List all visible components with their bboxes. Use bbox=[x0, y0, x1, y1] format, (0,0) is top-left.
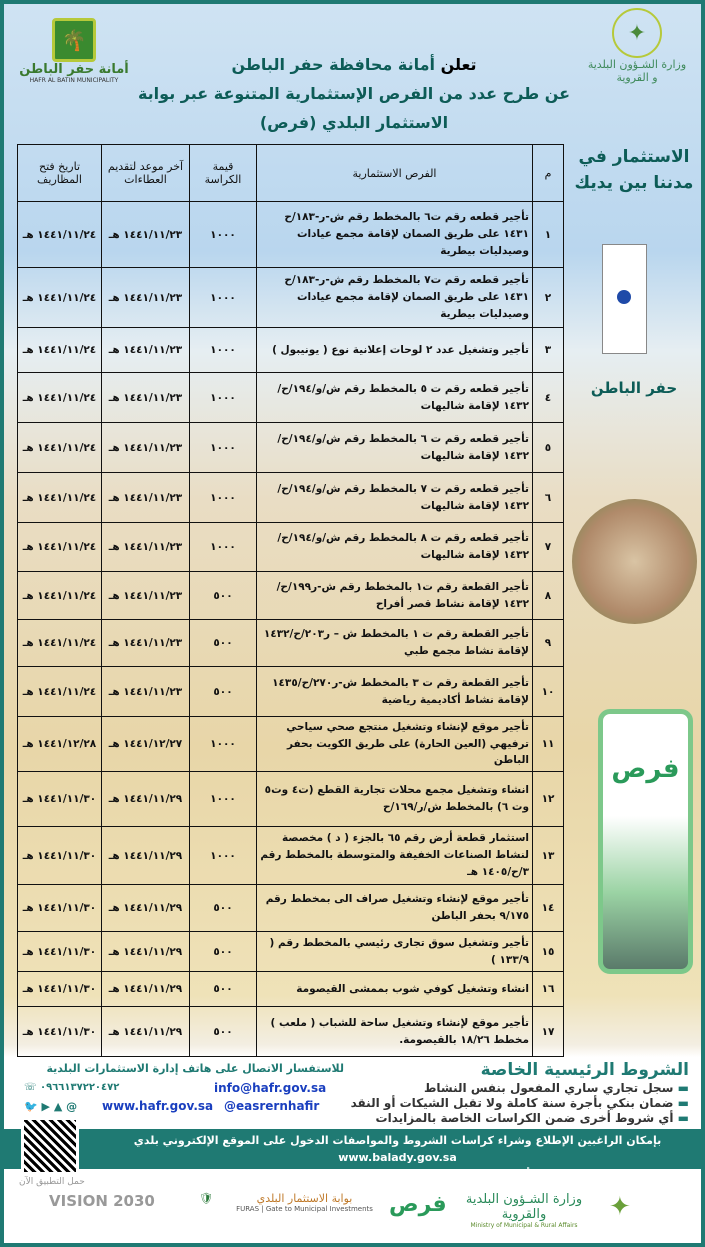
slogan bbox=[569, 144, 699, 196]
email-link[interactable]: info@hafr.gov.sa bbox=[214, 1081, 327, 1095]
advertisement bbox=[4, 4, 701, 1243]
booklet-price: ٥٠٠ bbox=[190, 572, 257, 620]
envelope-opening-date: ١٤٤١/١١/٣٠ هـ bbox=[18, 827, 102, 885]
row-number: ١٥ bbox=[533, 932, 564, 972]
portal-ar: بوابة الاستثمار البلدي bbox=[256, 1192, 353, 1205]
row-number: ١٠ bbox=[533, 667, 564, 717]
small-municipality-logo: 🛡 bbox=[199, 1192, 213, 1205]
lower-section bbox=[4, 1059, 701, 1243]
envelope-opening-date: ١٤٤١/١١/٢٤ هـ bbox=[18, 328, 102, 373]
envelope-opening-date: ١٤٤١/١١/٣٠ هـ bbox=[18, 885, 102, 932]
emblem-icon: ✦ bbox=[612, 8, 662, 58]
municipality-name: أمانة حفر الباطن bbox=[19, 62, 129, 77]
envelope-opening-date: ١٤٤١/١١/٢٤ هـ bbox=[18, 572, 102, 620]
opportunity-description: تأجير موقع لإنشاء وتشغيل ساحة للشباب ( ملعب ) مخطط ١٨/٢٦ بالقيصومة. bbox=[257, 1007, 533, 1057]
opportunity-description: تأجير القطعة رقم ت ٣ بالمخطط ش-ر٢٧٠/ح/١٤٣٥ لإقامة نشاط أكاديمية رياضية bbox=[257, 667, 533, 717]
slogan-line1: الاستثمار في bbox=[578, 147, 690, 167]
furas-footer-logo: فرص bbox=[389, 1192, 447, 1217]
row-number: ٦ bbox=[533, 473, 564, 523]
envelope-opening-date: ١٤٤١/١١/٢٤ هـ bbox=[18, 373, 102, 423]
headline-line1 bbox=[136, 50, 572, 79]
col-number: م bbox=[533, 145, 564, 202]
phone-text: ٠٩٦٦١٣٧٢٢٠٤٧٢ bbox=[40, 1082, 120, 1093]
term-item: ▬ أي شروط أخرى ضمن الكراسات الخاصة بالمزايدات bbox=[359, 1111, 689, 1126]
submission-deadline: ١٤٤١/١٢/٢٧ هـ bbox=[102, 717, 190, 772]
headline-main: أمانة محافظة حفر الباطن bbox=[231, 55, 435, 74]
envelope-opening-date: ١٤٤١/١١/٣٠ هـ bbox=[18, 932, 102, 972]
col-opening: تاريخ فتح المظاريف bbox=[18, 145, 102, 202]
opportunities-table bbox=[17, 144, 564, 1057]
booklet-price: ٥٠٠ bbox=[190, 932, 257, 972]
qr-code[interactable] bbox=[21, 1117, 79, 1175]
opportunity-description: تأجير القطعة رقم ت١ بالمخطط رقم ش-ر١٩٩/ح/١٤٣٢ لإقامة نشاط قصر أفراح bbox=[257, 572, 533, 620]
envelope-opening-date: ١٤٤١/١١/٢٤ هـ bbox=[18, 620, 102, 667]
headline bbox=[136, 50, 572, 137]
row-number: ٣ bbox=[533, 328, 564, 373]
booklet-price: ١٠٠٠ bbox=[190, 423, 257, 473]
social-icons[interactable]: 🐦 ▶ ▲ @ bbox=[24, 1100, 78, 1113]
vision-2030-logo: VISION 2030 bbox=[49, 1192, 155, 1210]
envelope-opening-date: ١٤٤١/١١/٣٠ هـ bbox=[18, 1007, 102, 1057]
contact-section bbox=[24, 1062, 344, 1118]
booklet-price: ١٠٠٠ bbox=[190, 328, 257, 373]
table-row bbox=[18, 772, 564, 827]
opportunity-description: تأجير وتشغيل عدد ٢ لوحات إعلانية نوع ( يونيبول ) bbox=[257, 328, 533, 373]
palm-icon: 🌴 bbox=[52, 18, 96, 62]
term-item: ▬ ضمان بنكي بأجرة سنة كاملة ولا تقبل الشيكات أو النقد bbox=[359, 1096, 689, 1111]
opportunity-description: تأجير القطعة رقم ت ١ بالمخطط ش – ر٢٠٣/ح/١٤٣٢ لإقامة نشاط مجمع طبي bbox=[257, 620, 533, 667]
table-row bbox=[18, 473, 564, 523]
submission-deadline: ١٤٤١/١١/٢٣ هـ bbox=[102, 523, 190, 572]
submission-deadline: ١٤٤١/١١/٢٩ هـ bbox=[102, 972, 190, 1007]
booklet-price: ١٠٠٠ bbox=[190, 827, 257, 885]
col-price: قيمة الكراسة bbox=[190, 145, 257, 202]
terms-title: الشروط الرئيسية الخاصة bbox=[480, 1060, 689, 1080]
terms-section bbox=[350, 1059, 689, 1126]
row-number: ٧ bbox=[533, 523, 564, 572]
submission-deadline: ١٤٤١/١١/٢٣ هـ bbox=[102, 667, 190, 717]
opportunity-description: انشاء وتشغيل مجمع محلات تجارية القطع (ت٤ وت٥ وت ٦) بالمخطط ش/ر/١٦٩/ح bbox=[257, 772, 533, 827]
furas-phone-image bbox=[598, 709, 693, 974]
row-number: ٥ bbox=[533, 423, 564, 473]
headline-prefix: تعلن bbox=[440, 55, 477, 74]
row-number: ٩ bbox=[533, 620, 564, 667]
map-image bbox=[602, 244, 647, 354]
opportunity-description: استثمار قطعة أرض رقم ٦٥ بالجزء ( د ) مخصصة لنشاط الصناعات الخفيفة والمتوسطة بالمخطط رقم ٣/ح/١٤٠٥ هـ bbox=[257, 827, 533, 885]
submission-deadline: ١٤٤١/١١/٢٣ هـ bbox=[102, 268, 190, 328]
submission-deadline: ١٤٤١/١١/٢٩ هـ bbox=[102, 885, 190, 932]
table-row bbox=[18, 572, 564, 620]
row-number: ١٧ bbox=[533, 1007, 564, 1057]
envelope-opening-date: ١٤٤١/١١/٢٤ هـ bbox=[18, 667, 102, 717]
term-item: ▬ سجل تجاري ساري المفعول بنفس النشاط bbox=[359, 1081, 689, 1096]
band-line1: بإمكان الراغبين الإطلاع وشراء كراسات الشروط والمواصفات الدخول على الموقع الإلكتروني بلدي www.balady.gov.sa bbox=[133, 1134, 662, 1164]
contact-label: للاستفسار الاتصال على هاتف إدارة الاستثمارات البلدية bbox=[46, 1062, 344, 1075]
opportunity-description: تأجير وتشغيل سوق تجارى رئيسي بالمخطط رقم ( ١٣٣/٩ ) bbox=[257, 932, 533, 972]
col-deadline: آخر موعد لتقديم العطاءات bbox=[102, 145, 190, 202]
submission-deadline: ١٤٤١/١١/٢٣ هـ bbox=[102, 373, 190, 423]
ministry-footer-name: وزارة الشـؤون البلدية والقروية bbox=[465, 1192, 583, 1222]
ministry-footer-en: Ministry of Municipal & Rural Affairs bbox=[470, 1222, 578, 1229]
download-app-label: حمل التطبيق الآن bbox=[19, 1177, 85, 1187]
emblem-footer-icon: ✦ bbox=[609, 1192, 631, 1222]
envelope-opening-date: ١٤٤١/١١/٣٠ هـ bbox=[18, 972, 102, 1007]
table-row bbox=[18, 268, 564, 328]
envelope-opening-date: ١٤٤١/١١/٣٠ هـ bbox=[18, 772, 102, 827]
ministry-footer-logo bbox=[459, 1192, 589, 1229]
submission-deadline: ١٤٤١/١١/٢٣ هـ bbox=[102, 620, 190, 667]
ministry-name: وزارة الشـؤون البلدية و القروية bbox=[587, 58, 687, 84]
opportunity-description: تأجير قطعه رقم ت ٨ بالمخطط رقم ش/و/١٩٤/ح/١٤٣٢ لإقامة شاليهات bbox=[257, 523, 533, 572]
table-row bbox=[18, 423, 564, 473]
booklet-price: ١٠٠٠ bbox=[190, 202, 257, 268]
row-number: ١ bbox=[533, 202, 564, 268]
table-row bbox=[18, 523, 564, 572]
booklet-price: ١٠٠٠ bbox=[190, 373, 257, 423]
row-number: ١٦ bbox=[533, 972, 564, 1007]
municipality-name-en: HAFR AL BATIN MUNICIPALITY bbox=[29, 77, 119, 84]
portal-en: FURAS | Gate to Municipal Investments bbox=[236, 1205, 373, 1213]
opportunity-description: انشاء وتشغيل كوفي شوب بممشى القيصومة bbox=[257, 972, 533, 1007]
table-row bbox=[18, 717, 564, 772]
opportunity-description: تأجير قطعه رقم ت٦ بالمخطط رقم ش-ر-١٨٣/ح ١٤٣١ على طريق الصمان لإقامة مجمع عيادات وصيدليات بيطرية bbox=[257, 202, 533, 268]
table-row bbox=[18, 1007, 564, 1057]
booklet-price: ١٠٠٠ bbox=[190, 268, 257, 328]
envelope-opening-date: ١٤٤١/١١/٢٤ هـ bbox=[18, 268, 102, 328]
submission-deadline: ١٤٤١/١١/٢٩ هـ bbox=[102, 1007, 190, 1057]
submission-deadline: ١٤٤١/١١/٢٩ هـ bbox=[102, 772, 190, 827]
envelope-opening-date: ١٤٤١/١١/٢٤ هـ bbox=[18, 202, 102, 268]
envelope-opening-date: ١٤٤١/١١/٢٤ هـ bbox=[18, 423, 102, 473]
row-number: ٢ bbox=[533, 268, 564, 328]
row-number: ١١ bbox=[533, 717, 564, 772]
table-row bbox=[18, 932, 564, 972]
ministry-logo bbox=[587, 8, 687, 84]
row-number: ١٤ bbox=[533, 885, 564, 932]
booklet-price: ٥٠٠ bbox=[190, 1007, 257, 1057]
row-number: ٨ bbox=[533, 572, 564, 620]
table-row bbox=[18, 328, 564, 373]
table-row bbox=[18, 885, 564, 932]
booklet-price: ١٠٠٠ bbox=[190, 717, 257, 772]
col-opportunity: الفرص الاستثمارية bbox=[257, 145, 533, 202]
booklet-price: ٥٠٠ bbox=[190, 885, 257, 932]
opportunity-description: تأجير موقع لإنشاء وتشغيل صراف الى بمخطط رقم ٩/١٧٥ بحفر الباطن bbox=[257, 885, 533, 932]
slogan-line2: مدننا بين يديك bbox=[574, 173, 694, 193]
headline-line2: عن طرح عدد من الفرص الإستثمارية المتنوعة عبر بوابة bbox=[137, 84, 571, 103]
info-band bbox=[4, 1129, 701, 1181]
city-photo bbox=[572, 499, 697, 624]
opportunity-description: تأجير قطعه رقم ت ٦ بالمخطط رقم ش/و/١٩٤/ح/١٤٣٢ لإقامة شاليهات bbox=[257, 423, 533, 473]
headline-line3: الاستثمار البلدي (فرص) bbox=[259, 113, 449, 132]
twitter-link[interactable]: @easrernhafir bbox=[224, 1099, 320, 1113]
booklet-price: ٥٠٠ bbox=[190, 620, 257, 667]
row-number: ٤ bbox=[533, 373, 564, 423]
table-row bbox=[18, 667, 564, 717]
opportunity-description: تأجير موقع لإنشاء وتشغيل منتجع صحي سياحي ترفيهي (العين الحارة) على طريق الكويت بحفر الباطن bbox=[257, 717, 533, 772]
submission-deadline: ١٤٤١/١١/٢٣ هـ bbox=[102, 572, 190, 620]
table-row bbox=[18, 827, 564, 885]
submission-deadline: ١٤٤١/١١/٢٣ هـ bbox=[102, 328, 190, 373]
website-link[interactable]: www.hafr.gov.sa bbox=[102, 1099, 214, 1113]
submission-deadline: ١٤٤١/١١/٢٣ هـ bbox=[102, 473, 190, 523]
booklet-price: ١٠٠٠ bbox=[190, 772, 257, 827]
opportunity-description: تأجير قطعه رقم ت ٧ بالمخطط رقم ش/و/١٩٤/ح/١٤٣٢ لإقامة شاليهات bbox=[257, 473, 533, 523]
opportunity-description: تأجير قطعه رقم ت٧ بالمخطط رقم ش-ر-١٨٣/ح ١٤٣١ على طريق الصمان لإقامة مجمع عيادات وصيدليات بيطرية bbox=[257, 268, 533, 328]
furas-logo: فرص bbox=[611, 754, 680, 784]
booklet-price: ١٠٠٠ bbox=[190, 523, 257, 572]
submission-deadline: ١٤٤١/١١/٢٩ هـ bbox=[102, 932, 190, 972]
row-number: ١٣ bbox=[533, 827, 564, 885]
submission-deadline: ١٤٤١/١١/٢٣ هـ bbox=[102, 423, 190, 473]
booklet-price: ١٠٠٠ bbox=[190, 473, 257, 523]
submission-deadline: ١٤٤١/١١/٢٣ هـ bbox=[102, 202, 190, 268]
booklet-price: ٥٠٠ bbox=[190, 667, 257, 717]
envelope-opening-date: ١٤٤١/١١/٢٤ هـ bbox=[18, 473, 102, 523]
envelope-opening-date: ١٤٤١/١٢/٢٨ هـ bbox=[18, 717, 102, 772]
table-row bbox=[18, 202, 564, 268]
table-row bbox=[18, 373, 564, 423]
envelope-opening-date: ١٤٤١/١١/٢٤ هـ bbox=[18, 523, 102, 572]
table-row bbox=[18, 620, 564, 667]
city-name: حفر الباطن bbox=[590, 379, 678, 397]
band-line2: أو من خلال تحميل «بوابة الاستثمار البلدي فرص» bbox=[264, 1168, 531, 1181]
location-marker-icon bbox=[617, 290, 631, 304]
row-number: ١٢ bbox=[533, 772, 564, 827]
booklet-price: ٥٠٠ bbox=[190, 972, 257, 1007]
municipality-logo bbox=[18, 18, 130, 84]
submission-deadline: ١٤٤١/١١/٢٩ هـ bbox=[102, 827, 190, 885]
phone-number[interactable]: ☏ ٠٩٦٦١٣٧٢٢٠٤٧٢ bbox=[24, 1082, 120, 1093]
table-row bbox=[18, 972, 564, 1007]
opportunity-description: تأجير قطعه رقم ت ٥ بالمخطط رقم ش/و/١٩٤/ح/١٤٣٢ لإقامة شاليهات bbox=[257, 373, 533, 423]
furas-portal-logo bbox=[232, 1192, 377, 1213]
